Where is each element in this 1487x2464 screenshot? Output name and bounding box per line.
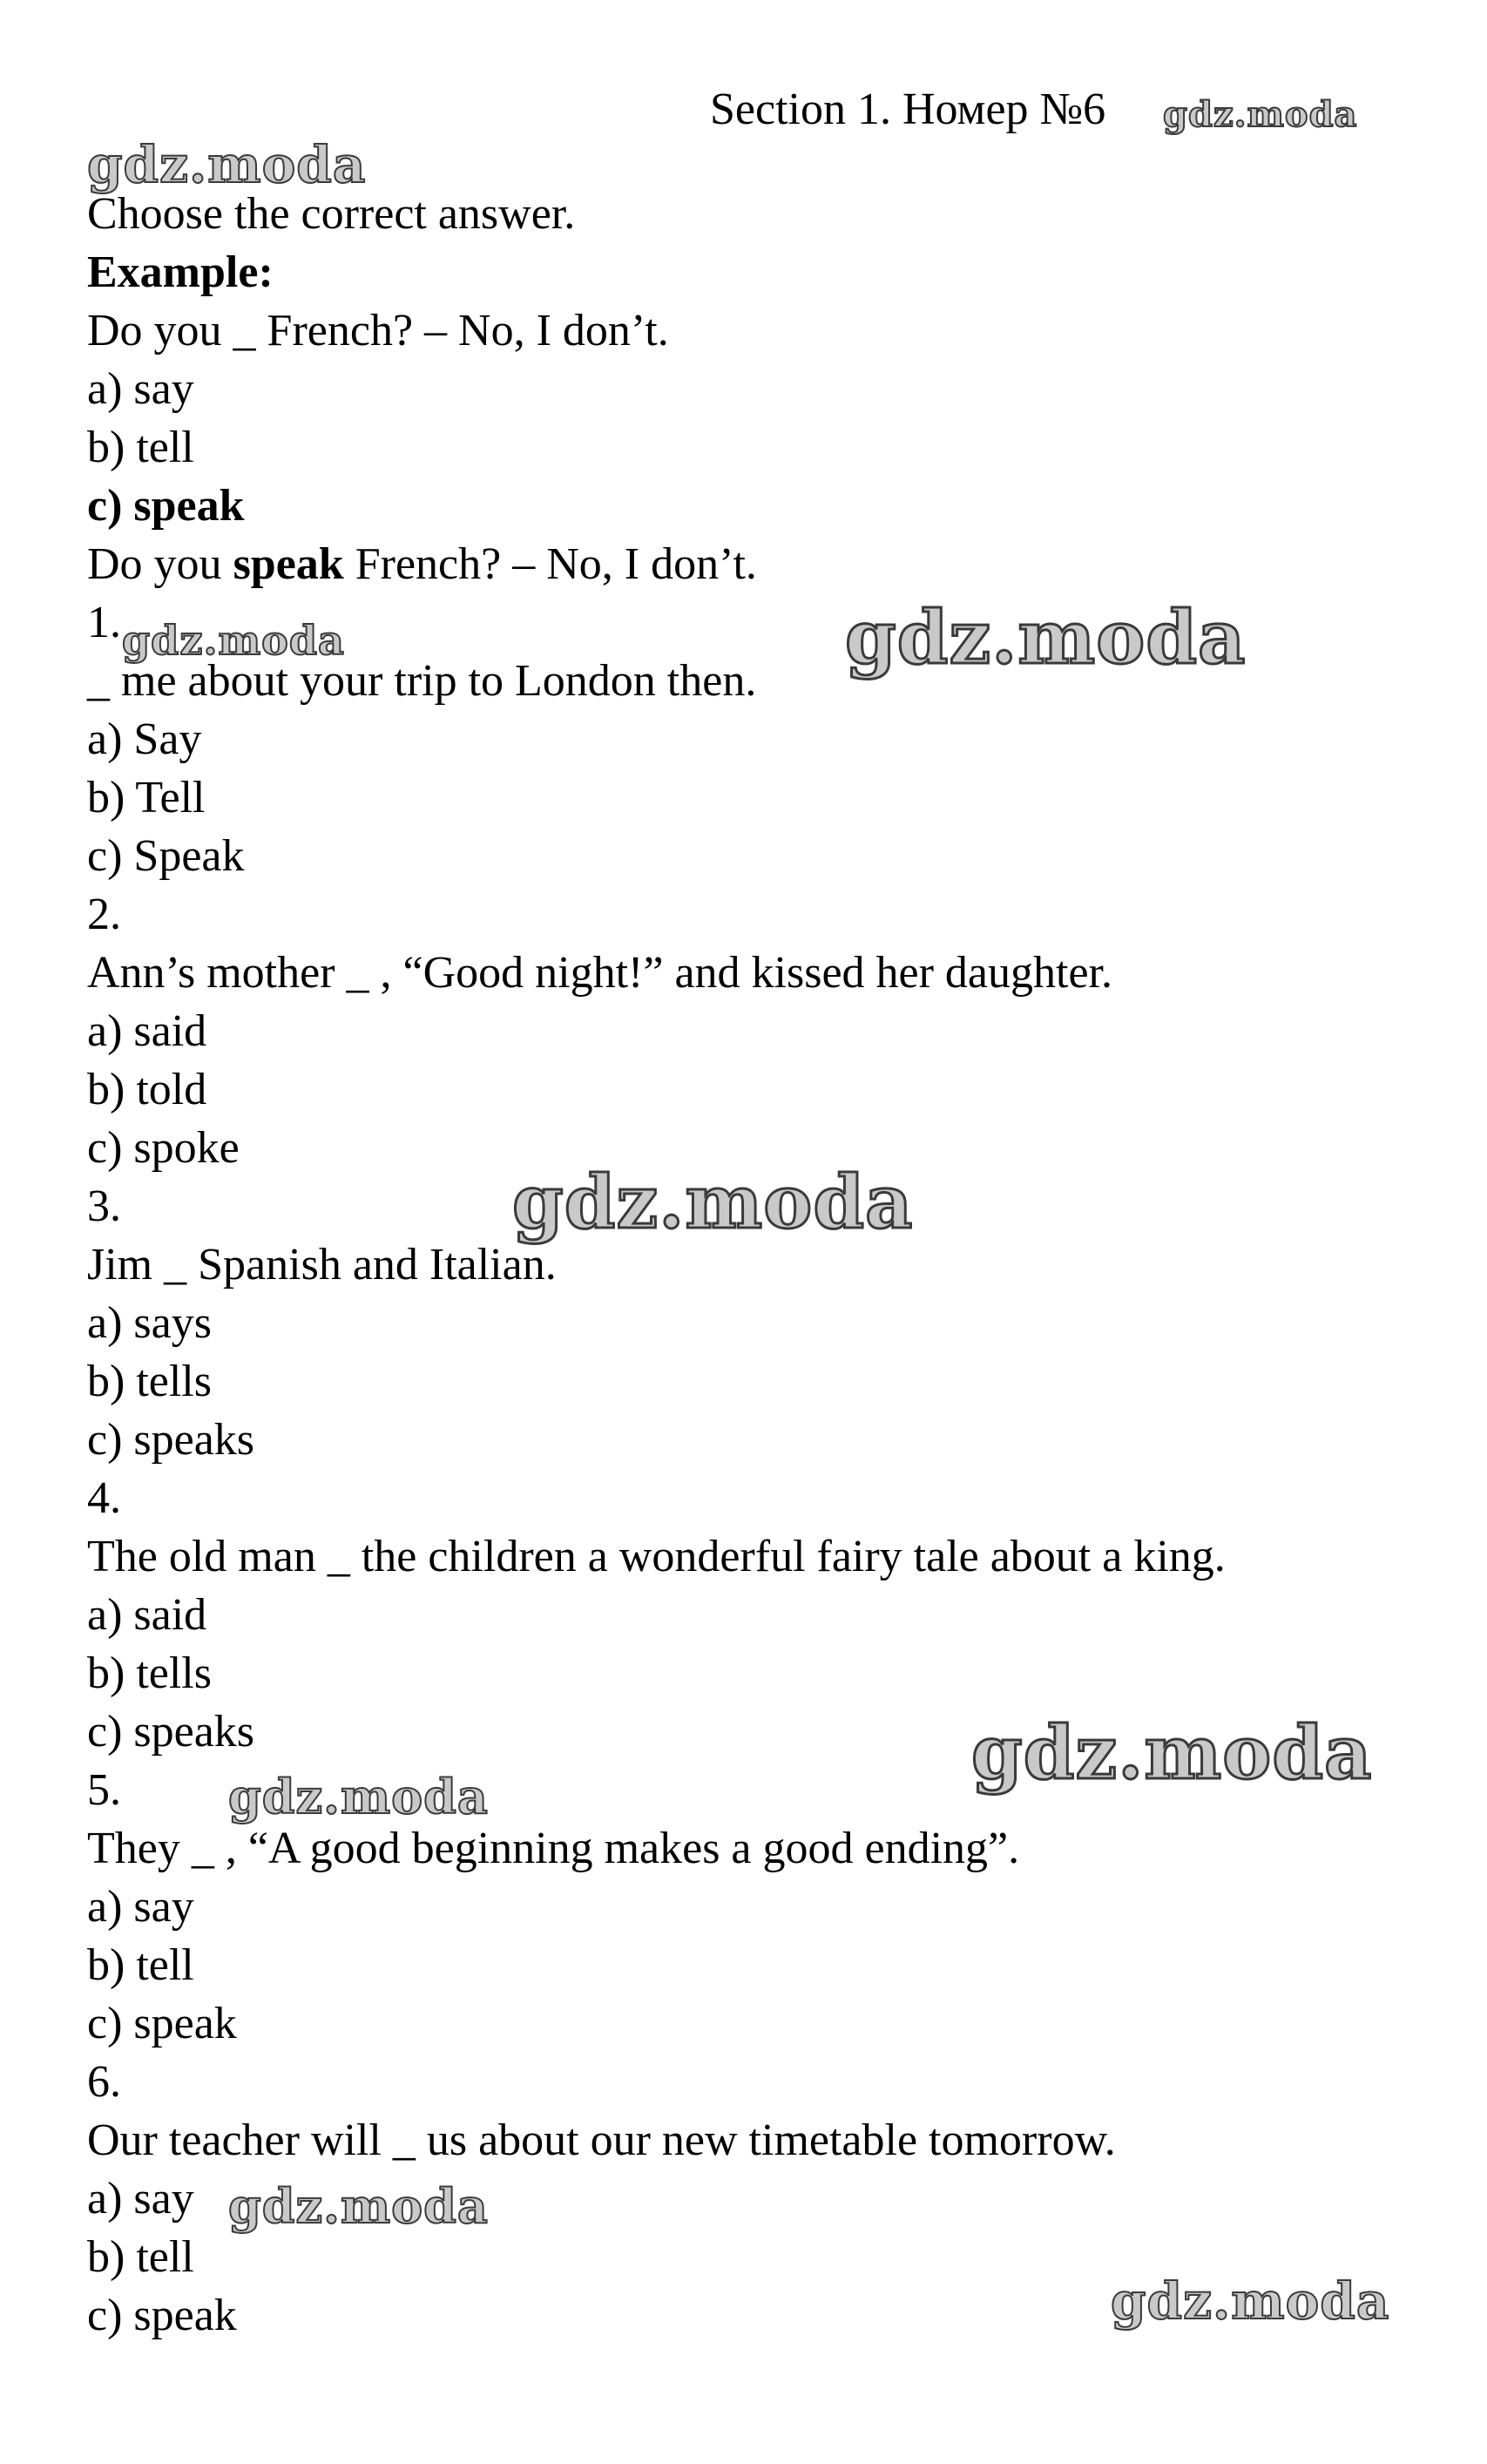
watermark: gdz.moda — [845, 594, 1247, 680]
instruction: Choose the correct answer. — [87, 189, 576, 239]
question-text: _ me about your trip to London then. — [87, 656, 757, 706]
question-text: Jim _ Spanish and Italian. — [87, 1240, 557, 1290]
question-text: Our teacher will _ us about our new timetable tomorrow. — [87, 2115, 1116, 2165]
option-a: a) says — [87, 1298, 212, 1348]
option-b: b) told — [87, 1065, 207, 1114]
option-a: a) Say — [87, 714, 202, 764]
watermark: gdz.moda — [512, 1159, 914, 1245]
question-text: They _ , “A good beginning makes a good ending”. — [87, 1824, 1020, 1873]
page-title: Section 1. Номер №6 — [710, 85, 1106, 134]
watermark: gdz.moda — [87, 135, 367, 194]
watermark: gdz.moda — [1163, 94, 1358, 135]
watermark: gdz.moda — [228, 2178, 489, 2234]
option-b: b) Tell — [87, 773, 206, 822]
option-b: b) tell — [87, 2232, 194, 2282]
question-text: Ann’s mother _ , “Good night!” and kissed her daughter. — [87, 948, 1112, 998]
example-answer-word: speak — [233, 539, 344, 589]
watermark: gdz.moda — [228, 1769, 489, 1824]
question-number: 2. — [87, 890, 121, 939]
example-option-a: a) say — [87, 364, 194, 414]
option-a: a) say — [87, 2174, 194, 2224]
example-answer-prefix: Do you — [87, 539, 233, 589]
option-c: c) Speak — [87, 831, 245, 881]
question-number: 3. — [87, 1181, 121, 1231]
option-a: a) said — [87, 1590, 207, 1640]
watermark: gdz.moda — [1111, 2271, 1390, 2331]
option-b: b) tells — [87, 1648, 212, 1698]
example-answer — [87, 538, 757, 591]
question-number: 5. — [87, 1765, 121, 1815]
example-option-c: c) speak — [87, 481, 245, 531]
option-b: b) tell — [87, 1940, 194, 1990]
question-number: 6. — [87, 2057, 121, 2107]
question-number: 1. — [87, 598, 121, 647]
option-c: c) speaks — [87, 1707, 255, 1757]
option-a: a) said — [87, 1006, 207, 1056]
option-b: b) tells — [87, 1357, 212, 1406]
option-a: a) say — [87, 1882, 194, 1932]
watermark: gdz.moda — [971, 1709, 1373, 1796]
question-text: The old man _ the children a wonderful fairy tale about a king. — [87, 1532, 1226, 1581]
example-question: Do you _ French? – No, I don’t. — [87, 306, 669, 355]
example-answer-suffix: French? – No, I don’t. — [343, 539, 757, 589]
option-c: c) spoke — [87, 1123, 240, 1173]
option-c: c) speak — [87, 2291, 237, 2340]
watermark: gdz.moda — [122, 617, 345, 664]
example-label: Example: — [87, 247, 274, 297]
option-c: c) speak — [87, 1999, 237, 2048]
option-c: c) speaks — [87, 1415, 255, 1465]
question-number: 4. — [87, 1473, 121, 1523]
example-option-b: b) tell — [87, 423, 194, 472]
